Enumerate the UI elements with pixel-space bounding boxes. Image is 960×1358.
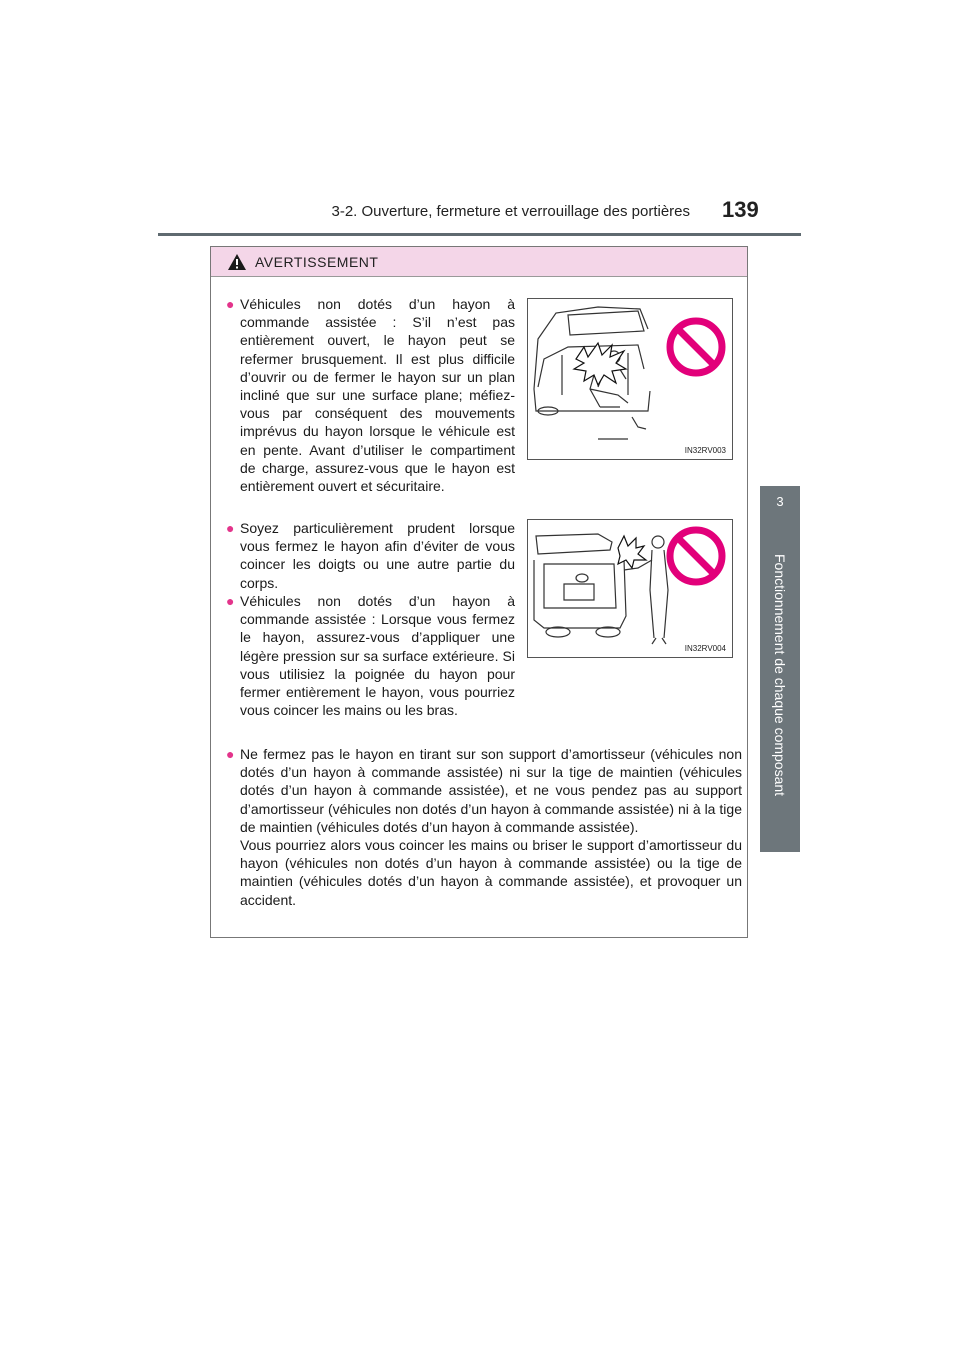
figure-finger-pinch	[527, 519, 733, 658]
warning-item	[226, 519, 515, 592]
figure-tailgate-falling	[527, 298, 733, 460]
bullet-icon: ●	[226, 593, 235, 609]
warning-item	[226, 745, 742, 909]
warning-item-text: Véhicules non dotés d’un hayon à commande assistée : S’il n’est pas entièrement ouvert, le hayon peut se refermer brusquement. Il est plus difficile d’ouvrir ou de fermer le hayon sur un plan incliné que sur une surface plane; méfiez-vous par conséquent des mouvements imprévus du hayon lorsque le véhicule est en pente. Avant d’utiliser le compartiment de charge, assurez-vous que le hayon est entièrement ouvert et sécuritaire.	[240, 296, 515, 495]
header-divider	[158, 233, 801, 236]
warning-item-text: Véhicules non dotés d’un hayon à commande assistée : Lorsque vous fermez le hayon, assurez-vous d’appliquer une légère pression sur sa surface extérieure. Si vous utilisiez la poignée du hayon pour fermer entièrement le hayon, vous pourriez vous coincer les mains ou les bras.	[240, 593, 515, 719]
chapter-title: Fonctionnement de chaque composant	[772, 554, 788, 797]
bullet-icon: ●	[226, 746, 235, 762]
finger-pinch-illustration	[528, 520, 732, 657]
prohibition-icon	[670, 321, 722, 373]
section-title: 3-2. Ouverture, fermeture et verrouillage des portières	[331, 203, 690, 220]
warning-item-text-continued: Vous pourriez alors vous coincer les mains ou briser le support d’amortisseur du hayon (véhicules non dotés d’un hayon à commande assistée) ou la tige de maintien (véhicules dotés d’un hayon à commande assistée), et provoquer un accident.	[240, 837, 742, 908]
figure-code: IN32RV004	[684, 644, 726, 653]
warning-item-text: Soyez particulièrement prudent lorsque vous fermez le hayon afin d’éviter de vous coincer les doigts ou une autre partie du corps.	[240, 520, 515, 591]
warning-item	[226, 592, 515, 719]
warning-box	[210, 246, 748, 938]
tailgate-falling-illustration	[528, 299, 732, 459]
chapter-number: 3	[776, 494, 784, 509]
warning-item	[226, 295, 515, 495]
warning-triangle-icon	[227, 253, 247, 271]
prohibition-icon	[670, 530, 722, 582]
warning-title: AVERTISSEMENT	[255, 253, 379, 270]
chapter-side-tab	[760, 486, 800, 852]
bullet-icon: ●	[226, 296, 235, 312]
figure-code: IN32RV003	[684, 446, 726, 455]
bullet-icon: ●	[226, 520, 235, 536]
warning-item-text: Ne fermez pas le hayon en tirant sur son support d’amortisseur (véhicules non dotés d’un hayon à commande assistée) ni sur la tige de maintien (véhicules dotés d’un hayon à commande assistée), et ne vous pendez pas au support d’amortisseur (véhicules non dotés d’un hayon à commande assistée) ni à la tige de maintien (véhicules dotés d’un hayon à commande assistée).	[240, 746, 742, 835]
page-number: 139	[722, 197, 759, 222]
warning-header	[211, 247, 747, 277]
